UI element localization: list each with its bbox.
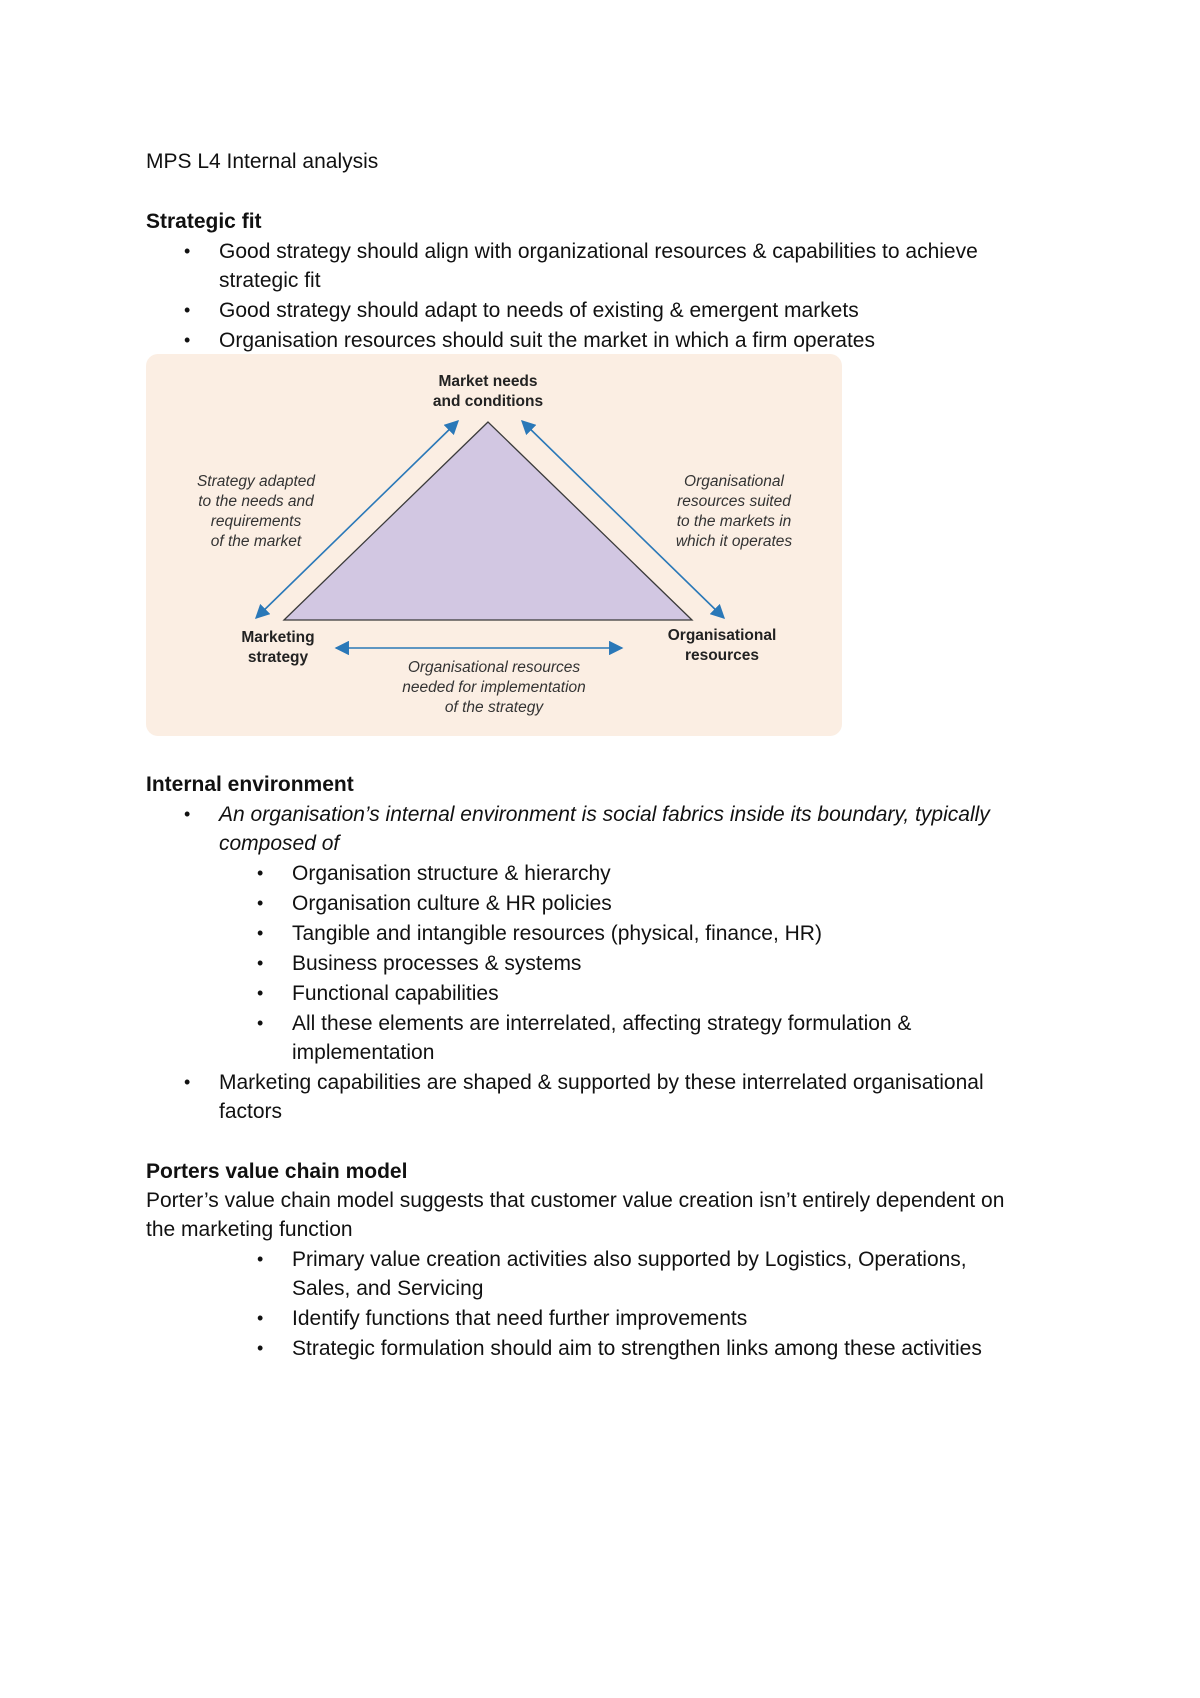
porters-item-1-cont: Sales, and Servicing (292, 1277, 484, 1300)
bullet-marker: • (257, 893, 264, 913)
right-arrow-label-line3: to the markets in (676, 513, 792, 530)
internal-environment-item-5: Functional capabilities (292, 982, 499, 1005)
strategic-fit-bullet-2: Good strategy should adapt to needs of existing & emergent markets (219, 299, 859, 322)
left-arrow-label: Strategy adapted (196, 473, 316, 490)
bullet-marker: • (184, 1072, 191, 1092)
porters-paragraph: Porter’s value chain model suggests that customer value creation isn’t entirely dependent on (146, 1189, 1005, 1212)
node-organisational-resources-line2: resources (684, 647, 760, 664)
node-market-needs: Market needs (438, 373, 538, 390)
porters-item-1: Primary value creation activities also supported by Logistics, Operations, (292, 1248, 967, 1271)
bullet-marker: • (257, 1249, 264, 1269)
strategic-fit-triangle-figure (146, 354, 842, 736)
strategic-fit-bullet-1-cont: strategic fit (219, 269, 321, 292)
left-arrow-label-line3: requirements (210, 513, 302, 530)
porters-item-2: Identify functions that need further improvements (292, 1307, 748, 1330)
internal-environment-item-6-cont: implementation (292, 1041, 435, 1064)
internal-environment-item-6: All these elements are interrelated, affecting strategy formulation & (292, 1012, 912, 1035)
bullet-marker: • (257, 1308, 264, 1328)
internal-environment-intro-cont: composed of (219, 832, 340, 855)
internal-environment-item-1: Organisation structure & hierarchy (292, 862, 611, 885)
porters-paragraph-cont: the marketing function (146, 1218, 353, 1241)
node-marketing-strategy-line2: strategy (247, 649, 309, 666)
bullet-marker: • (257, 923, 264, 943)
porters-heading: Porters value chain model (146, 1160, 408, 1183)
right-arrow-label-line4: which it operates (675, 533, 793, 550)
strategic-fit-bullet-1: Good strategy should align with organizational resources & capabilities to achieve (219, 240, 978, 263)
bullet-marker: • (257, 1013, 264, 1033)
right-arrow-label: Organisational (684, 473, 784, 490)
internal-environment-item-2: Organisation culture & HR policies (292, 892, 612, 915)
node-organisational-resources: Organisational (667, 627, 777, 644)
bullet-marker: • (257, 863, 264, 883)
bottom-arrow-label: Organisational resources (407, 659, 581, 676)
strategic-fit-heading: Strategic fit (146, 210, 262, 233)
internal-environment-item-4: Business processes & systems (292, 952, 582, 975)
bullet-marker: • (257, 983, 264, 1003)
document-title: MPS L4 Internal analysis (146, 150, 379, 173)
internal-environment-heading: Internal environment (146, 773, 354, 796)
node-market-needs-line2: and conditions (432, 393, 544, 410)
internal-environment-intro: An organisation’s internal environment is social fabrics inside its boundary, typically (219, 803, 990, 826)
internal-environment-item-3: Tangible and intangible resources (physical, finance, HR) (292, 922, 822, 945)
bullet-marker: • (184, 804, 191, 824)
strategic-fit-bullet-3: Organisation resources should suit the market in which a firm operates (219, 329, 875, 352)
bullet-marker: • (184, 300, 191, 320)
bullet-marker: • (184, 330, 191, 350)
porters-item-3: Strategic formulation should aim to strengthen links among these activities (292, 1337, 982, 1360)
left-arrow-label-line4: of the market (210, 533, 302, 550)
internal-environment-bullet-2-cont: factors (219, 1100, 283, 1123)
bottom-arrow-label-line3: of the strategy (444, 699, 544, 716)
left-arrow-label-line2: to the needs and (198, 493, 314, 510)
bottom-arrow-label-line2: needed for implementation (402, 679, 586, 696)
bullet-marker: • (257, 1338, 264, 1358)
bullet-marker: • (184, 241, 191, 261)
bullet-marker: • (257, 953, 264, 973)
strategic-fit-diagram (146, 354, 842, 736)
node-marketing-strategy: Marketing (241, 629, 315, 646)
internal-environment-bullet-2: Marketing capabilities are shaped & supported by these interrelated organisational (219, 1071, 984, 1094)
right-arrow-label-line2: resources suited (677, 493, 791, 510)
